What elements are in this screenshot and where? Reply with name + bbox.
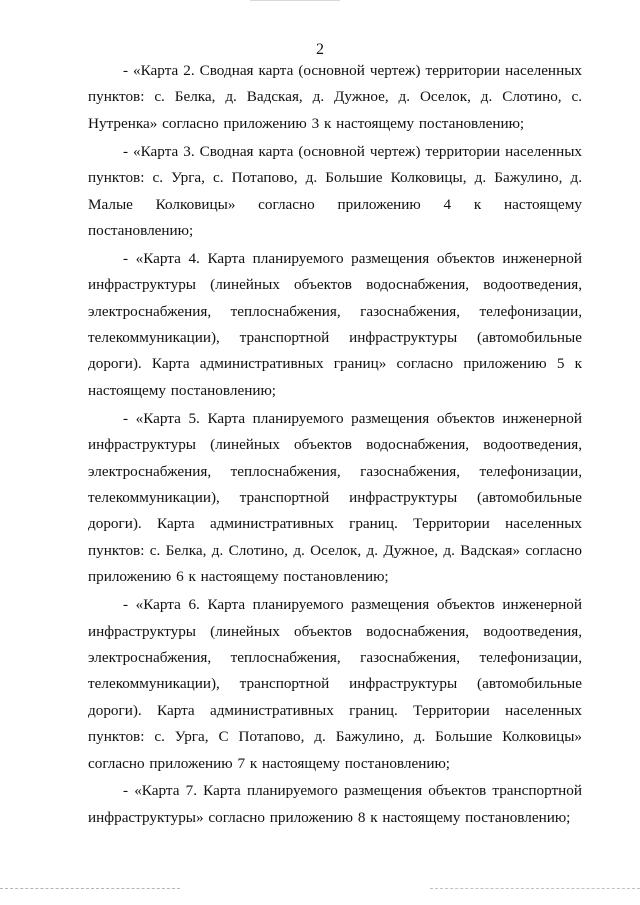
- paragraph-map-5: - «Карта 5. Карта планируемого размещения объектов инженерной инфраструктуры (линейных объектов водоснабжения, водоотведения, электроснабжения, теплоснабжения, газоснабжения, телефонизации, телекоммуникации), транспортной инфраструктуры (автомобильные дороги). Карта административных границ. Территории населенных пунктов: с. Белка, д. Слотино, д. Оселок, д. Дужное, д. Вадская» согласно приложению 6 к настоящему постановлению;: [88, 409, 582, 586]
- scan-edge-line-left: [0, 888, 180, 890]
- paragraph-map-3: - «Карта 3. Сводная карта (основной чертеж) территории населенных пунктов: с. Урга, с. Потапово, д. Большие Колковицы, д. Бажулино, д. Малые Колковицы» согласно приложению 4 к настоящему постановлению;: [88, 142, 582, 239]
- paragraph-map-7: - «Карта 7. Карта планируемого размещения объектов транспортной инфраструктуры» согласно приложению 8 к настоящему постановлению;: [88, 782, 582, 826]
- document-body: [88, 58, 582, 833]
- page-number: 2: [316, 41, 324, 58]
- paragraph-map-4: - «Карта 4. Карта планируемого размещения объектов инженерной инфраструктуры (линейных объектов водоснабжения, водоотведения, электроснабжения, теплоснабжения, газоснабжения, телефонизации, телекоммуникации), транспортной инфраструктуры (автомобильные дороги). Карта административных границ» согласно приложению 5 к настоящему постановлению;: [88, 249, 582, 399]
- paragraph-map-6: - «Карта 6. Карта планируемого размещения объектов инженерной инфраструктуры (линейных объектов водоснабжения, водоотведения, электроснабжения, теплоснабжения, газоснабжения, телефонизации, телекоммуникации), транспортной инфраструктуры (автомобильные дороги). Карта административных границ. Территории населенных пунктов: с. Урга, С Потапово, д. Бажулино, д. Большие Колковицы» согласно приложению 7 к настоящему постановлению;: [88, 596, 582, 772]
- paragraph-map-2: - «Карта 2. Сводная карта (основной чертеж) территории населенных пунктов: с. Белка, д. Вадская, д. Дужное, д. Оселок, д. Слотино, с. Нутренка» согласно приложению 3 к настоящему постановлению;: [88, 62, 582, 132]
- scan-edge-mark: [250, 0, 340, 2]
- scan-edge-line-right: [430, 888, 640, 890]
